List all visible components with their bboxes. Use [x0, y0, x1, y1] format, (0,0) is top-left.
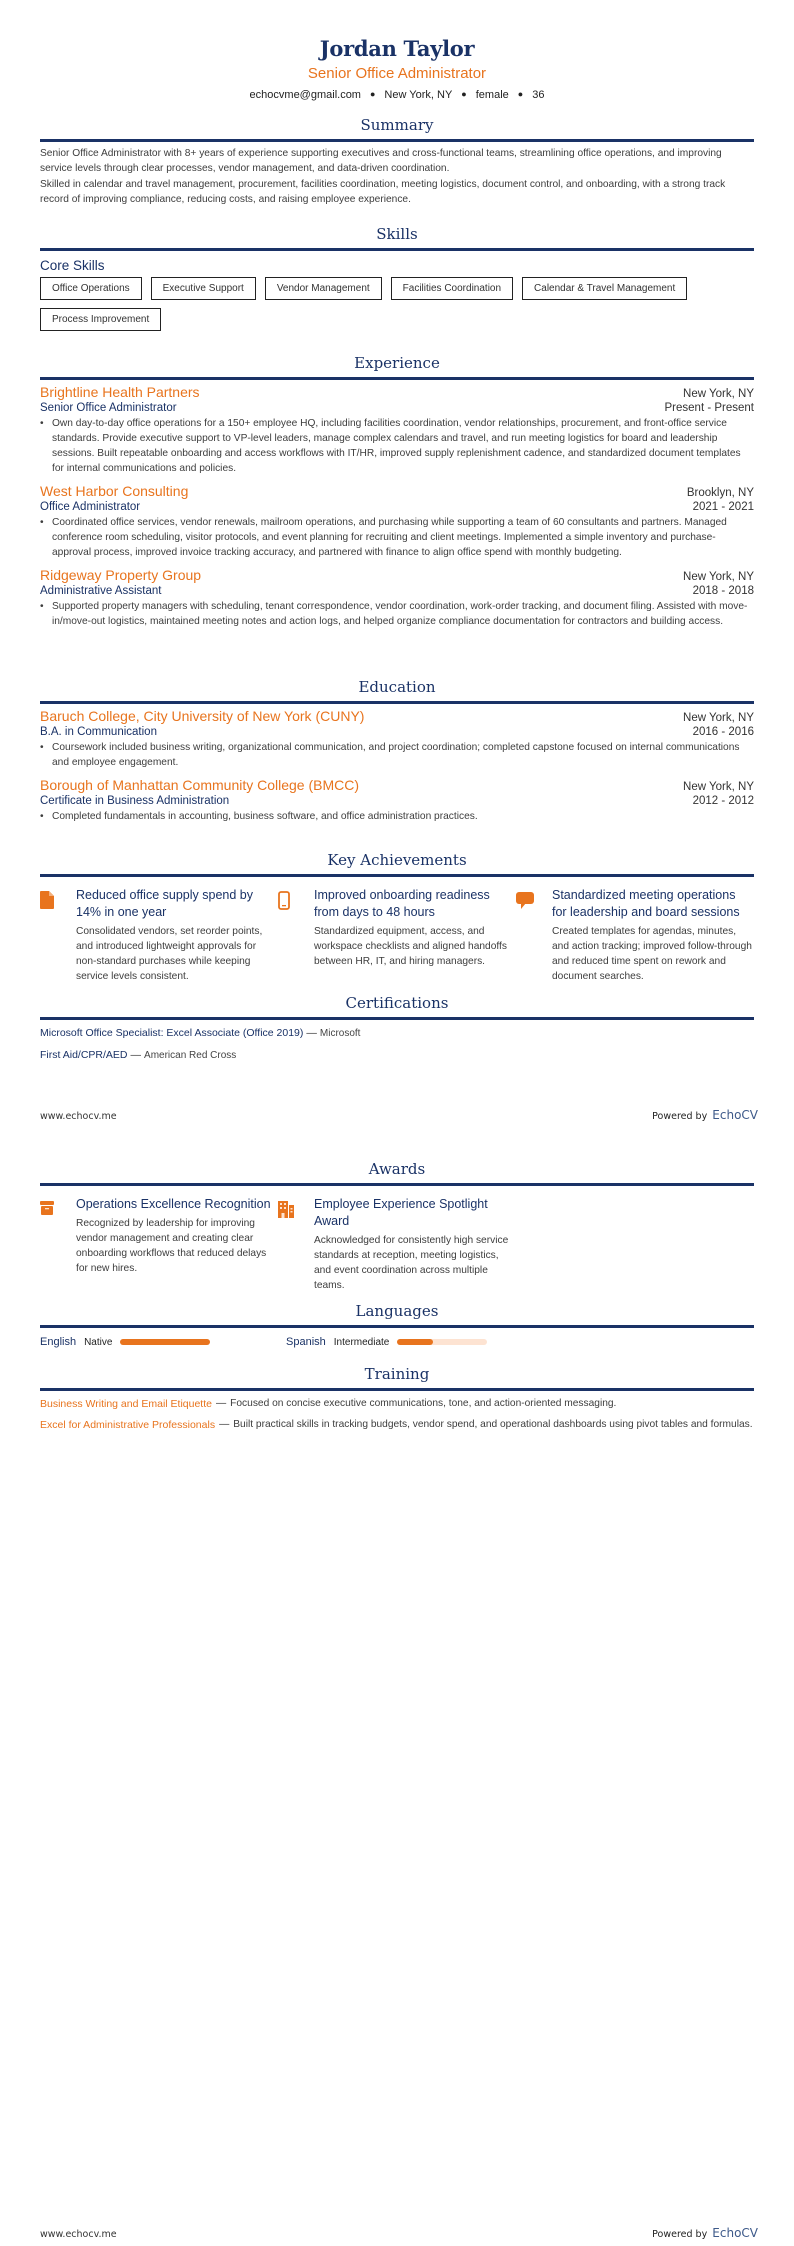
education-dates: 2016 - 2016 — [692, 726, 754, 738]
contact-age: 36 — [532, 89, 545, 101]
section-divider — [40, 1017, 754, 1020]
language-item — [286, 1336, 532, 1348]
summary-section — [40, 116, 754, 207]
job-dates: 2021 - 2021 — [692, 501, 754, 513]
achievement-desc: Consolidated vendors, set reorder points, and introduced lightweight approvals for non-standard purchases while keeping service levels consistent. — [76, 926, 263, 982]
training-item: Business Writing and Email Etiquette — Focused on concise executive communications, tone, and action-oriented messaging. — [40, 1397, 617, 1410]
achievement-desc: Standardized equipment, access, and workspace checklists and aligned handoffs between HR, IT, and hiring managers. — [314, 926, 507, 967]
section-title-experience: Experience — [354, 354, 440, 372]
achievement-title: Reduced office supply spend by 14% in one year — [76, 888, 253, 919]
brand-logo-text[interactable]: EchoCV — [712, 2226, 758, 2240]
job-location: Brooklyn, NY — [686, 487, 754, 499]
award-item — [278, 1196, 516, 1293]
skill-chip: Process Improvement — [40, 308, 161, 331]
language-name: Spanish — [286, 1336, 326, 1348]
powered-by-label: Powered by — [652, 1111, 708, 1122]
job-dates: Present - Present — [664, 402, 754, 414]
job-bullet: • Own day-to-day office operations for a 150+ employee HQ, including facilities coordination, vendor relationships, procurement, and front-office service standards. Provide executive support to VP-level leaders, manage complex calendars and travel, and run meeting logistics for board and leadership sessions. Built repeatable onboarding and access workflows with IT/HR, improved supply replenishment cadence, and standardized document templates for internal communications and policies. — [40, 418, 741, 474]
speech-bubble-icon — [516, 887, 552, 984]
separator-dot: ● — [517, 89, 524, 99]
section-divider — [40, 1183, 754, 1186]
job-role: Office Administrator — [40, 501, 141, 513]
training-desc: Focused on concise executive communications, tone, and action-oriented messaging. — [230, 1398, 617, 1409]
section-title-summary: Summary — [360, 116, 434, 134]
contact-gender: female — [475, 89, 509, 101]
languages-section — [40, 1302, 754, 1348]
skills-section — [40, 225, 754, 331]
degree: Certificate in Business Administration — [40, 795, 230, 807]
skills-chip-list — [40, 277, 754, 331]
school-location: New York, NY — [683, 712, 754, 724]
job-role: Administrative Assistant — [40, 585, 162, 597]
section-title-skills: Skills — [376, 225, 418, 243]
achievement-desc: Created templates for agendas, minutes, and action tracking; improved follow-through and reduced time spent on rework and document searches. — [552, 926, 752, 982]
contact-line — [40, 89, 754, 101]
footer-url[interactable]: www.echocv.me — [40, 1111, 117, 1122]
language-level: Native — [84, 1336, 113, 1348]
award-title: Employee Experience Spotlight Award — [314, 1197, 488, 1228]
training-name: Excel for Administrative Professionals — [40, 1418, 216, 1431]
job-location: New York, NY — [683, 571, 754, 583]
candidate-title: Senior Office Administrator — [307, 65, 487, 82]
powered-by-label: Powered by — [652, 2229, 708, 2240]
award-desc: Recognized by leadership for improving vendor management and creating clear onboarding workflows that reduced delays for new hires. — [76, 1218, 267, 1274]
award-item — [40, 1196, 278, 1293]
section-title-achievements: Key Achievements — [327, 851, 467, 869]
skill-chip: Calendar & Travel Management — [522, 277, 687, 300]
experience-entry — [40, 483, 754, 560]
document-icon — [40, 887, 76, 984]
certification-issuer: American Red Cross — [144, 1050, 237, 1061]
education-entry — [40, 708, 754, 770]
award-title: Operations Excellence Recognition — [76, 1197, 271, 1211]
contact-location: New York, NY — [384, 89, 453, 101]
building-icon — [278, 1196, 314, 1293]
page-footer — [40, 1104, 758, 1123]
achievement-item — [40, 887, 278, 984]
section-title-certifications: Certifications — [345, 994, 449, 1012]
training-desc: Built practical skills in tracking budgets, vendor spend, and operational dashboards using pivot tables and formulas. — [233, 1419, 753, 1430]
certification-item: First Aid/CPR/AED — American Red Cross — [40, 1049, 237, 1061]
education-bullet: • Completed fundamentals in accounting, business software, and office administration practices. — [40, 811, 478, 822]
company-name: Ridgeway Property Group — [40, 567, 202, 583]
certification-name: Microsoft Office Specialist: Excel Associate (Office 2019) — [40, 1027, 304, 1039]
separator-dot: ● — [369, 89, 376, 99]
company-name: Brightline Health Partners — [40, 384, 200, 400]
section-divider — [40, 1388, 754, 1391]
achievement-title: Improved onboarding readiness from days to 48 hours — [314, 888, 490, 919]
job-location: New York, NY — [683, 388, 754, 400]
skill-chip: Office Operations — [40, 277, 142, 300]
skill-chip: Facilities Coordination — [391, 277, 513, 300]
section-title-education: Education — [358, 678, 436, 696]
section-divider — [40, 701, 754, 704]
section-title-awards: Awards — [368, 1160, 426, 1178]
skills-group-label: Core Skills — [40, 258, 105, 273]
mobile-phone-icon — [278, 887, 314, 984]
certification-name: First Aid/CPR/AED — [40, 1049, 128, 1061]
school-name: Baruch College, City University of New York (CUNY) — [40, 708, 365, 724]
section-divider — [40, 139, 754, 142]
achievement-item — [516, 887, 754, 984]
section-divider — [40, 874, 754, 877]
skill-chip: Executive Support — [151, 277, 256, 300]
job-role: Senior Office Administrator — [40, 402, 177, 414]
education-section — [40, 678, 754, 824]
achievements-section — [40, 851, 754, 984]
certification-issuer: Microsoft — [319, 1028, 361, 1039]
resume-header — [40, 36, 754, 101]
degree: B.A. in Communication — [40, 726, 157, 738]
experience-section — [40, 354, 754, 629]
certification-item: Microsoft Office Specialist: Excel Associate (Office 2019) — Microsoft — [40, 1027, 361, 1039]
award-desc: Acknowledged for consistently high service standards at reception, meeting logistics, and event coordination across multiple teams. — [314, 1235, 509, 1291]
language-name: English — [40, 1336, 77, 1348]
education-bullet: • Coursework included business writing, organizational communication, and project coordination; completed capstone focused on internal communications and employee engagement. — [40, 742, 740, 768]
archive-box-icon — [40, 1196, 76, 1293]
achievement-title: Standardized meeting operations for leadership and board sessions — [552, 888, 740, 919]
school-location: New York, NY — [683, 781, 754, 793]
achievement-item — [278, 887, 516, 984]
summary-paragraph: Skilled in calendar and travel management, procurement, facilities coordination, meeting logistics, document control, and onboarding, with a strong track record of improving compliance, reducing costs, and raising employee experience. — [40, 179, 726, 205]
skill-chip: Vendor Management — [265, 277, 382, 300]
section-divider — [40, 1325, 754, 1328]
section-divider — [40, 377, 754, 380]
company-name: West Harbor Consulting — [40, 483, 189, 499]
summary-paragraph: Senior Office Administrator with 8+ years of experience supporting executives and cross-functional teams, streamlining office operations, and improving service levels through clear processes, vendor management, and data-driven coordination. — [40, 148, 722, 174]
language-proficiency-bar — [397, 1339, 487, 1345]
section-title-training: Training — [364, 1365, 430, 1383]
job-bullet: • Supported property managers with scheduling, tenant correspondence, vendor coordination, work-order tracking, and document filing. Assisted with move-in/move-out logistics, maintained meeting notes and action logs, and helped organize compliance documentation for contractors and building access. — [40, 601, 748, 627]
section-divider — [40, 248, 754, 251]
language-proficiency-bar — [120, 1339, 210, 1345]
awards-section — [40, 1160, 754, 1293]
experience-entry — [40, 384, 754, 476]
education-dates: 2012 - 2012 — [692, 795, 754, 807]
language-item — [40, 1336, 286, 1348]
school-name: Borough of Manhattan Community College (BMCC) — [40, 777, 360, 793]
candidate-name: Jordan Taylor — [319, 36, 475, 61]
page-footer — [40, 2222, 758, 2241]
training-section — [40, 1365, 754, 1431]
section-title-languages: Languages — [355, 1302, 439, 1320]
footer-url[interactable]: www.echocv.me — [40, 2229, 117, 2240]
training-item: Excel for Administrative Professionals — Built practical skills in tracking budgets, vendor spend, and operational dashboards using pivot tables and formulas. — [40, 1418, 753, 1431]
job-bullet: • Coordinated office services, vendor renewals, mailroom operations, and purchasing while supporting a team of 60 consultants and partners. Managed conference room scheduling, visitor protocols, and event planning for recruiting and client meetings. Implemented a simple inventory and purchase-approval process, improved invoice tracking accuracy, and partnered with finance to align office spend with monthly budgeting. — [40, 517, 727, 558]
separator-dot: ● — [461, 89, 467, 99]
language-level: Intermediate — [333, 1336, 390, 1348]
certifications-section — [40, 994, 754, 1061]
brand-logo-text[interactable]: EchoCV — [712, 1108, 758, 1122]
job-dates: 2018 - 2018 — [692, 585, 754, 597]
contact-email[interactable]: echocvme@gmail.com — [249, 89, 361, 101]
education-entry — [40, 777, 754, 824]
training-name: Business Writing and Email Etiquette — [40, 1397, 212, 1410]
experience-entry — [40, 567, 754, 629]
